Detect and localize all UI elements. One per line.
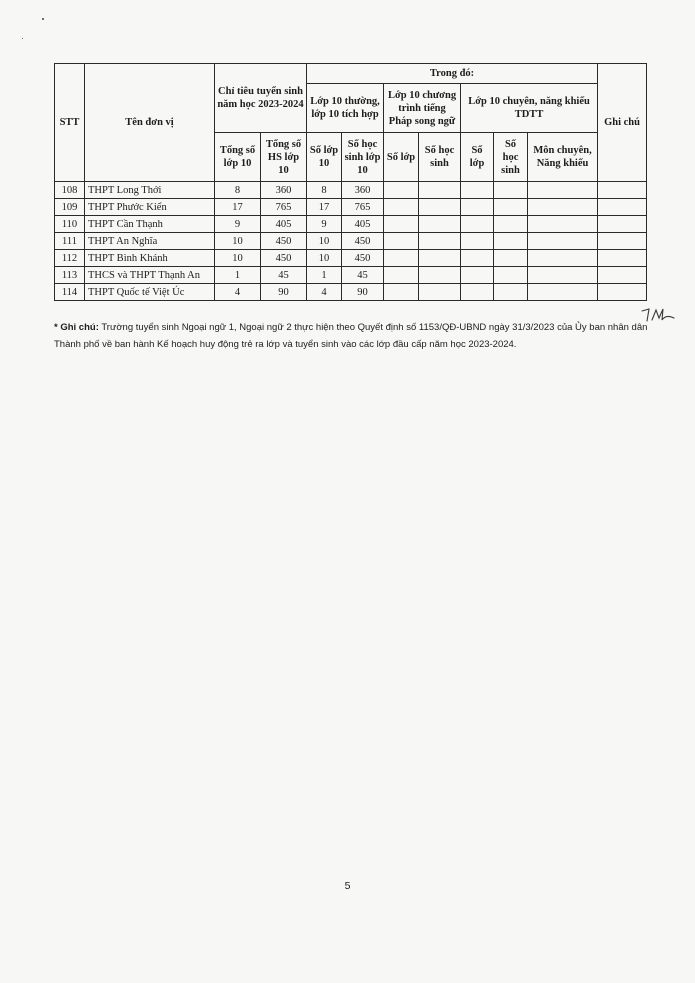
header-notes: Ghi chú	[598, 64, 647, 182]
cell-stt: 111	[55, 233, 85, 250]
header-french-students: Số học sinh	[419, 133, 461, 182]
cell-total-classes: 9	[215, 216, 261, 233]
cell-empty	[494, 250, 528, 267]
cell-stt: 113	[55, 267, 85, 284]
cell-empty	[494, 199, 528, 216]
cell-stt: 108	[55, 182, 85, 199]
cell-total-students: 90	[261, 284, 307, 301]
cell-stt: 110	[55, 216, 85, 233]
cell-unit-name: THCS và THPT Thạnh An	[85, 267, 215, 284]
cell-stt: 109	[55, 199, 85, 216]
cell-students: 360	[342, 182, 384, 199]
cell-total-classes: 8	[215, 182, 261, 199]
cell-students: 450	[342, 233, 384, 250]
cell-empty	[384, 233, 419, 250]
cell-students: 90	[342, 284, 384, 301]
cell-empty	[598, 216, 647, 233]
header-spec-subject: Môn chuyên, Năng khiếu	[528, 133, 598, 182]
cell-total-classes: 1	[215, 267, 261, 284]
cell-unit-name: THPT Long Thới	[85, 182, 215, 199]
table-row	[55, 250, 647, 267]
table-row	[55, 182, 647, 199]
cell-total-students: 45	[261, 267, 307, 284]
header-total-classes: Tổng số lớp 10	[215, 133, 261, 182]
cell-total-students: 450	[261, 250, 307, 267]
cell-empty	[494, 182, 528, 199]
table-row	[55, 284, 647, 301]
page-number: 5	[344, 880, 351, 892]
footnote-label: * Ghi chú:	[54, 322, 99, 333]
scan-speck	[22, 38, 23, 39]
cell-empty	[419, 216, 461, 233]
scan-speck	[42, 18, 44, 20]
cell-students: 765	[342, 199, 384, 216]
cell-total-classes: 10	[215, 233, 261, 250]
cell-empty	[598, 250, 647, 267]
cell-empty	[461, 182, 494, 199]
header-spec-classes: Số lớp	[461, 133, 494, 182]
table-row	[55, 267, 647, 284]
cell-total-students: 765	[261, 199, 307, 216]
footnote-text: Trường tuyển sinh Ngoại ngữ 1, Ngoại ngữ 2 thực hiện theo Quyết định số 1153/QĐ-UBND ngày 31/3/2023 của Ủy ban nhân dân Thành phố về ban hành Kế hoạch huy động trẻ ra lớp và tuyển sinh vào các lớp đầu cấp năm học 2023-2024.	[54, 322, 648, 350]
cell-empty	[528, 250, 598, 267]
cell-total-students: 405	[261, 216, 307, 233]
cell-empty	[419, 250, 461, 267]
cell-empty	[419, 267, 461, 284]
cell-empty	[384, 250, 419, 267]
header-total-students: Tổng số HS lớp 10	[261, 133, 307, 182]
cell-empty	[528, 216, 598, 233]
header-num-students: Số học sinh lớp 10	[342, 133, 384, 182]
header-regular-classes: Lớp 10 thường, lớp 10 tích hợp	[307, 84, 384, 133]
cell-empty	[598, 267, 647, 284]
cell-empty	[419, 233, 461, 250]
cell-empty	[419, 284, 461, 301]
cell-students: 405	[342, 216, 384, 233]
cell-empty	[528, 267, 598, 284]
header-unit-name: Tên đơn vị	[85, 64, 215, 182]
cell-total-classes: 4	[215, 284, 261, 301]
cell-unit-name: THPT Cần Thạnh	[85, 216, 215, 233]
footnote	[54, 319, 654, 353]
cell-empty	[494, 233, 528, 250]
cell-empty	[598, 182, 647, 199]
cell-empty	[384, 182, 419, 199]
cell-total-classes: 17	[215, 199, 261, 216]
header-num-classes: Số lớp 10	[307, 133, 342, 182]
cell-total-students: 450	[261, 233, 307, 250]
cell-empty	[461, 216, 494, 233]
table-row	[55, 233, 647, 250]
cell-empty	[528, 199, 598, 216]
header-specialized-classes: Lớp 10 chuyên, năng khiếu TDTT	[461, 84, 598, 133]
cell-empty	[384, 216, 419, 233]
table-row	[55, 199, 647, 216]
cell-empty	[419, 199, 461, 216]
header-of-which: Trong đó:	[307, 64, 598, 84]
cell-empty	[528, 233, 598, 250]
header-stt: STT	[55, 64, 85, 182]
header-enrollment-target: Chỉ tiêu tuyển sinh năm học 2023-2024	[215, 64, 307, 133]
header-french-classes: Số lớp	[384, 133, 419, 182]
header-spec-students: Số học sinh	[494, 133, 528, 182]
cell-classes: 10	[307, 233, 342, 250]
cell-classes: 17	[307, 199, 342, 216]
cell-empty	[384, 284, 419, 301]
cell-stt: 114	[55, 284, 85, 301]
cell-empty	[419, 182, 461, 199]
cell-classes: 9	[307, 216, 342, 233]
cell-students: 45	[342, 267, 384, 284]
cell-stt: 112	[55, 250, 85, 267]
enrollment-table	[54, 63, 647, 301]
cell-total-classes: 10	[215, 250, 261, 267]
cell-classes: 10	[307, 250, 342, 267]
cell-classes: 1	[307, 267, 342, 284]
cell-students: 450	[342, 250, 384, 267]
cell-empty	[384, 267, 419, 284]
table-row	[55, 216, 647, 233]
cell-unit-name: THPT Phước Kiển	[85, 199, 215, 216]
cell-empty	[461, 250, 494, 267]
cell-empty	[528, 182, 598, 199]
cell-empty	[528, 284, 598, 301]
cell-classes: 4	[307, 284, 342, 301]
cell-unit-name: THPT An Nghĩa	[85, 233, 215, 250]
cell-empty	[494, 216, 528, 233]
cell-empty	[494, 284, 528, 301]
cell-total-students: 360	[261, 182, 307, 199]
cell-empty	[461, 199, 494, 216]
cell-empty	[598, 233, 647, 250]
cell-empty	[598, 284, 647, 301]
cell-empty	[461, 284, 494, 301]
cell-empty	[384, 199, 419, 216]
cell-empty	[494, 267, 528, 284]
cell-empty	[461, 267, 494, 284]
header-french-bilingual: Lớp 10 chương trình tiếng Pháp song ngữ	[384, 84, 461, 133]
cell-unit-name: THPT Quốc tế Việt Úc	[85, 284, 215, 301]
cell-unit-name: THPT Bình Khánh	[85, 250, 215, 267]
cell-empty	[461, 233, 494, 250]
cell-classes: 8	[307, 182, 342, 199]
cell-empty	[598, 199, 647, 216]
